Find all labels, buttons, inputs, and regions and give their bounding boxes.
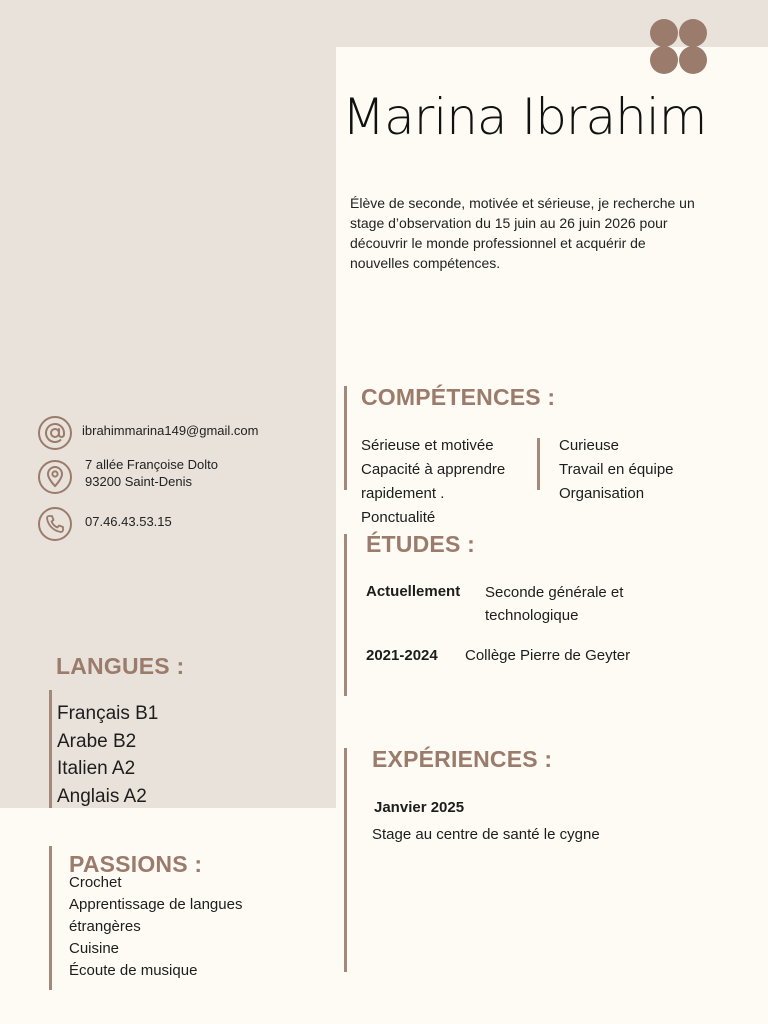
logo-dots <box>650 19 708 75</box>
hobbies-divider <box>49 846 52 990</box>
study-title: Collège Pierre de Geyter <box>465 647 631 664</box>
languages-heading: LANGUES : <box>56 653 185 679</box>
list-item: Apprentissage de langues <box>69 896 243 913</box>
skills-list-left <box>361 434 505 530</box>
hobbies-list <box>69 872 242 982</box>
list-item: Ponctualité <box>361 509 436 526</box>
page-title: Marina Ibrahim <box>342 88 707 146</box>
list-item: Curieuse <box>559 437 620 454</box>
email-text[interactable]: ibrahimmarina149@gmail.com <box>82 423 259 438</box>
languages-list <box>57 700 158 810</box>
list-item: Italien A2 <box>57 758 136 779</box>
list-item: Organisation <box>559 485 645 502</box>
hobbies-heading: PASSIONS : <box>69 851 203 877</box>
study-period: 2021-2024 <box>366 647 438 664</box>
address-line-2: 93200 Saint-Denis <box>85 474 192 489</box>
list-item: étrangères <box>69 918 141 935</box>
skills-divider <box>344 386 347 490</box>
address-line-1: 7 allée Françoise Dolto <box>85 457 218 472</box>
study-period: Actuellement <box>366 583 461 600</box>
left-panel <box>0 0 336 808</box>
phone-icon <box>38 507 72 541</box>
list-item: Capacité à apprendre <box>361 461 506 478</box>
studies-heading: ÉTUDES : <box>366 531 475 557</box>
languages-divider <box>49 690 52 808</box>
list-item: Sérieuse et motivée <box>361 437 494 454</box>
list-item: Anglais A2 <box>57 785 147 807</box>
experience-date: Janvier 2025 <box>374 799 465 816</box>
list-item: rapidement . <box>361 485 445 502</box>
study-title: Seconde générale et <box>485 584 624 601</box>
list-item: Cuisine <box>69 940 120 957</box>
list-item: Travail en équipe <box>559 461 674 478</box>
experience-heading: EXPÉRIENCES : <box>372 746 553 772</box>
list-item: Arabe B2 <box>57 730 137 752</box>
skills-heading: COMPÉTENCES : <box>361 384 556 410</box>
skills-list-right <box>559 434 674 506</box>
summary-text: Élève de seconde, motivée et sérieuse, je recherche un stage d’observation du 15 juin au 26 juin 2026 pour découvrir le monde professionnel et acquérir de nouvelles compétences. <box>350 195 695 271</box>
experience-divider <box>344 748 347 972</box>
location-pin-icon <box>38 460 72 494</box>
studies-divider <box>344 534 347 696</box>
phone-text[interactable]: 07.46.43.53.15 <box>85 514 172 529</box>
experience-description: Stage au centre de santé le cygne <box>372 826 600 843</box>
list-item: Écoute de musique <box>69 962 198 979</box>
study-title-cont: technologique <box>485 607 579 624</box>
list-item: Français B1 <box>57 703 159 724</box>
at-icon <box>38 416 72 450</box>
list-item: Crochet <box>69 874 122 891</box>
skills-column-divider <box>537 438 540 490</box>
